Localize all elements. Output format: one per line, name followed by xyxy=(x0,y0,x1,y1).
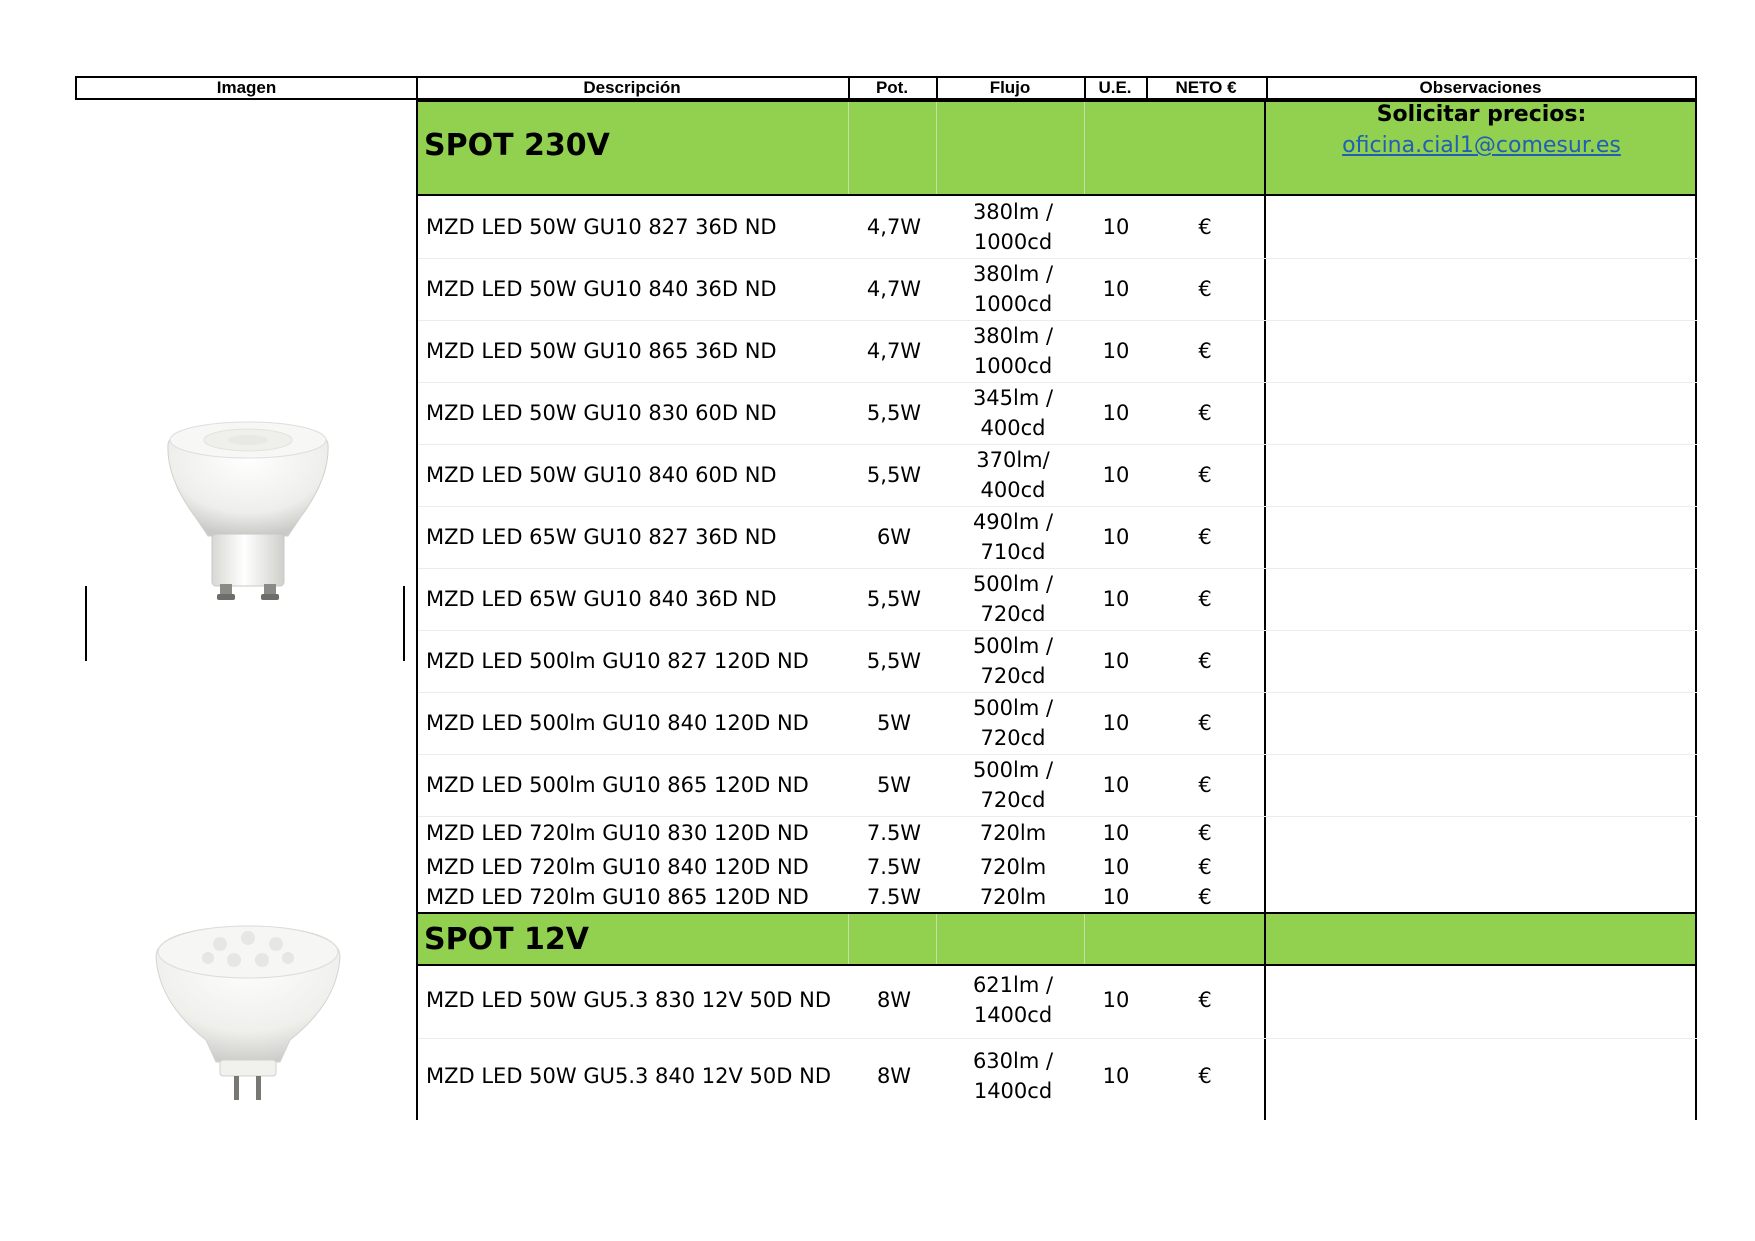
header-neto xyxy=(1146,76,1268,100)
section-title: SPOT 12V xyxy=(424,922,589,957)
cell-ue: 10 xyxy=(1102,885,1130,909)
cell-pot: 5W xyxy=(876,773,912,797)
cell-descripcion: MZD LED 50W GU10 865 36D ND xyxy=(426,339,777,363)
cell-flujo: 720lm xyxy=(979,855,1047,879)
row-divider xyxy=(418,444,1697,445)
cell-descripcion: MZD LED 50W GU10 840 60D ND xyxy=(426,463,777,487)
flujo-line-2: 1400cd xyxy=(973,1003,1053,1027)
flujo-line-1: 621lm / xyxy=(972,973,1054,997)
header-imagen xyxy=(75,76,418,100)
cell-pot: 7.5W xyxy=(866,821,922,845)
band-divider xyxy=(848,102,849,194)
frame-line xyxy=(1695,100,1697,1120)
cell-descripcion: MZD LED 50W GU10 840 36D ND xyxy=(426,277,777,301)
cell-flujo: 720lm xyxy=(979,821,1047,845)
cell-pot: 6W xyxy=(876,525,912,549)
cell-pot: 5,5W xyxy=(866,401,922,425)
header-pot xyxy=(848,76,938,100)
cell-ue: 10 xyxy=(1102,525,1130,549)
flujo-line-1: 380lm / xyxy=(972,324,1054,348)
cell-flujo xyxy=(940,382,1086,444)
cell-descripcion: MZD LED 50W GU10 827 36D ND xyxy=(426,215,777,239)
table-row xyxy=(418,966,1268,1034)
cell-flujo xyxy=(940,196,1086,258)
cell-neto: € xyxy=(1198,988,1212,1012)
header-observaciones-label: Observaciones xyxy=(1419,78,1542,97)
gu10-led-bulb-icon xyxy=(160,418,336,606)
flujo-line-1: 370lm/ xyxy=(976,448,1050,472)
cell-neto: € xyxy=(1198,339,1212,363)
cell-ue: 10 xyxy=(1102,773,1130,797)
flujo-line-2: 720cd xyxy=(980,726,1046,750)
cell-descripcion: MZD LED 65W GU10 827 36D ND xyxy=(426,525,777,549)
cell-pot: 5W xyxy=(876,711,912,735)
table-row xyxy=(418,444,1268,506)
cell-descripcion: MZD LED 500lm GU10 865 120D ND xyxy=(426,773,809,797)
flujo-line-1: 500lm / xyxy=(972,634,1054,658)
cell-neto: € xyxy=(1198,649,1212,673)
cell-pot: 4,7W xyxy=(866,339,922,363)
row-divider xyxy=(418,692,1697,693)
flujo-line-2: 720cd xyxy=(980,788,1046,812)
table-row xyxy=(418,816,1268,850)
header-descripcion xyxy=(416,76,850,100)
cell-ue: 10 xyxy=(1102,215,1130,239)
cell-pot: 4,7W xyxy=(866,215,922,239)
cell-flujo xyxy=(940,966,1086,1034)
cell-pot: 5,5W xyxy=(866,463,922,487)
cell-flujo xyxy=(940,630,1086,692)
cell-neto: € xyxy=(1198,821,1212,845)
cell-neto: € xyxy=(1198,773,1212,797)
cell-flujo xyxy=(940,692,1086,754)
image-cell-border xyxy=(85,586,87,661)
flujo-line-2: 1000cd xyxy=(973,230,1053,254)
flujo-line-1: 500lm / xyxy=(972,696,1054,720)
flujo-line-2: 710cd xyxy=(980,540,1046,564)
cell-flujo xyxy=(940,568,1086,630)
table-row xyxy=(418,692,1268,754)
cell-flujo xyxy=(940,1042,1086,1110)
cell-flujo xyxy=(940,320,1086,382)
cell-neto: € xyxy=(1198,401,1212,425)
cell-ue: 10 xyxy=(1102,711,1130,735)
mr16-led-bulb-icon xyxy=(150,922,346,1110)
cell-flujo xyxy=(940,444,1086,506)
flujo-line-1: 380lm / xyxy=(972,200,1054,224)
cell-flujo xyxy=(940,754,1086,816)
cell-neto: € xyxy=(1198,463,1212,487)
row-divider xyxy=(418,320,1697,321)
header-observaciones xyxy=(1266,76,1697,100)
flujo-line-1: 380lm / xyxy=(972,262,1054,286)
row-divider xyxy=(418,754,1697,755)
observaciones-email-link[interactable]: oficina.cial1@comesur.es xyxy=(1342,133,1621,158)
header-pot-label: Pot. xyxy=(875,78,909,97)
row-divider xyxy=(418,506,1697,507)
cell-descripcion: MZD LED 65W GU10 840 36D ND xyxy=(426,587,777,611)
header-descripcion-label: Descripción xyxy=(583,78,681,97)
cell-neto: € xyxy=(1198,587,1212,611)
cell-ue: 10 xyxy=(1102,988,1130,1012)
table-row xyxy=(418,630,1268,692)
cell-descripcion: MZD LED 720lm GU10 840 120D ND xyxy=(426,855,809,879)
row-divider xyxy=(418,258,1697,259)
cell-pot: 5,5W xyxy=(866,649,922,673)
table-row xyxy=(418,506,1268,568)
cell-pot: 8W xyxy=(876,988,912,1012)
row-divider xyxy=(418,568,1697,569)
table-row xyxy=(418,196,1268,258)
header-ue xyxy=(1084,76,1148,100)
table-row xyxy=(418,382,1268,444)
table-row xyxy=(418,850,1268,884)
header-flujo xyxy=(936,76,1086,100)
cell-ue: 10 xyxy=(1102,339,1130,363)
flujo-line-1: 490lm / xyxy=(972,510,1054,534)
cell-descripcion: MZD LED 50W GU5.3 840 12V 50D ND xyxy=(426,1064,832,1088)
cell-descripcion: MZD LED 500lm GU10 827 120D ND xyxy=(426,649,809,673)
flujo-line-2: 1000cd xyxy=(973,292,1053,316)
observaciones-title: Solicitar precios: xyxy=(1376,102,1587,127)
row-divider xyxy=(418,816,1697,817)
flujo-line-2: 400cd xyxy=(980,478,1046,502)
image-cell-border xyxy=(403,586,405,661)
cell-flujo xyxy=(940,258,1086,320)
header-ue-label: U.E. xyxy=(1098,78,1132,97)
cell-neto: € xyxy=(1198,215,1212,239)
cell-ue: 10 xyxy=(1102,855,1130,879)
flujo-line-1: 630lm / xyxy=(972,1049,1054,1073)
flujo-line-2: 720cd xyxy=(980,664,1046,688)
header-neto-label: NETO € xyxy=(1175,78,1237,97)
section-title: SPOT 230V xyxy=(424,128,610,163)
cell-pot: 4,7W xyxy=(866,277,922,301)
band-divider xyxy=(1084,914,1085,964)
row-divider xyxy=(418,630,1697,631)
cell-descripcion: MZD LED 50W GU10 830 60D ND xyxy=(426,401,777,425)
flujo-line-2: 720cd xyxy=(980,602,1046,626)
flujo-line-1: 345lm / xyxy=(972,386,1054,410)
cell-descripcion: MZD LED 720lm GU10 830 120D ND xyxy=(426,821,809,845)
row-divider xyxy=(418,382,1697,383)
cell-ue: 10 xyxy=(1102,649,1130,673)
cell-descripcion: MZD LED 500lm GU10 840 120D ND xyxy=(426,711,809,735)
section-band-spot-12v xyxy=(416,912,1697,966)
table-row xyxy=(418,320,1268,382)
band-divider xyxy=(936,914,937,964)
band-divider xyxy=(848,914,849,964)
cell-ue: 10 xyxy=(1102,1064,1130,1088)
header-flujo-label: Flujo xyxy=(989,78,1031,97)
cell-neto: € xyxy=(1198,855,1212,879)
row-divider xyxy=(418,1038,1697,1039)
cell-pot: 8W xyxy=(876,1064,912,1088)
header-imagen-label: Imagen xyxy=(216,78,277,97)
cell-ue: 10 xyxy=(1102,463,1130,487)
cell-ue: 10 xyxy=(1102,401,1130,425)
table-row xyxy=(418,1042,1268,1110)
flujo-line-2: 1400cd xyxy=(973,1079,1053,1103)
band-divider xyxy=(936,102,937,194)
cell-descripcion: MZD LED 720lm GU10 865 120D ND xyxy=(426,885,809,909)
table-row xyxy=(418,258,1268,320)
band-divider xyxy=(1084,102,1085,194)
cell-ue: 10 xyxy=(1102,821,1130,845)
cell-ue: 10 xyxy=(1102,587,1130,611)
cell-neto: € xyxy=(1198,711,1212,735)
cell-flujo: 720lm xyxy=(979,885,1047,909)
cell-flujo xyxy=(940,506,1086,568)
cell-ue: 10 xyxy=(1102,277,1130,301)
cell-neto: € xyxy=(1198,885,1212,909)
cell-pot: 7.5W xyxy=(866,885,922,909)
table-row xyxy=(418,754,1268,816)
cell-neto: € xyxy=(1198,277,1212,301)
table-row xyxy=(418,568,1268,630)
flujo-line-1: 500lm / xyxy=(972,758,1054,782)
cell-pot: 7.5W xyxy=(866,855,922,879)
flujo-line-2: 1000cd xyxy=(973,354,1053,378)
table-row xyxy=(418,880,1268,914)
cell-neto: € xyxy=(1198,1064,1212,1088)
cell-pot: 5,5W xyxy=(866,587,922,611)
cell-descripcion: MZD LED 50W GU5.3 830 12V 50D ND xyxy=(426,988,832,1012)
flujo-line-2: 400cd xyxy=(980,416,1046,440)
cell-neto: € xyxy=(1198,525,1212,549)
flujo-line-1: 500lm / xyxy=(972,572,1054,596)
